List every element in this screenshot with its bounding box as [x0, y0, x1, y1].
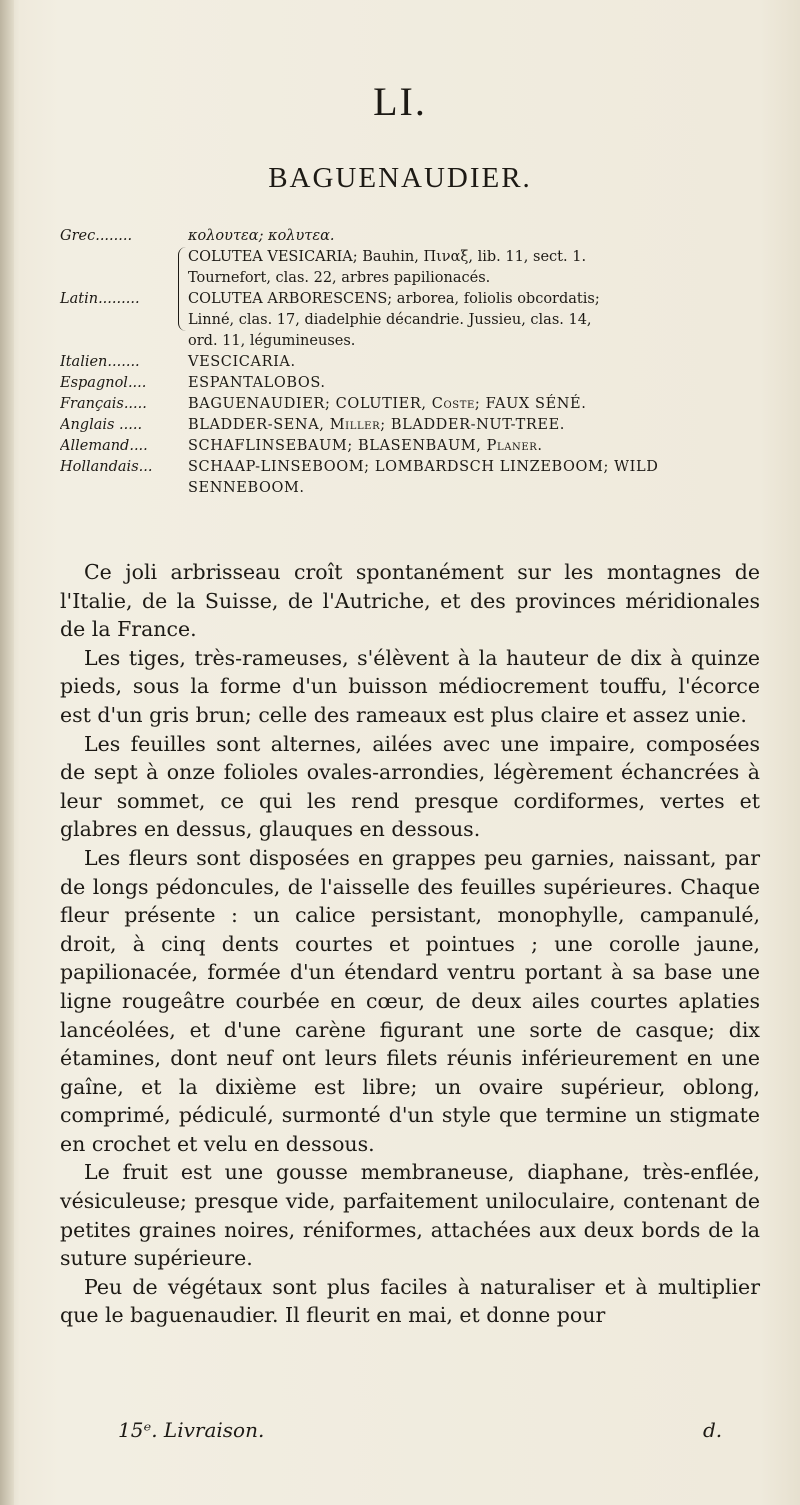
body-text [60, 558, 760, 1330]
synonyms-table [60, 226, 770, 499]
synonym-row-latin [60, 247, 770, 352]
gathering-mark: d. [703, 1418, 723, 1442]
synonym-value-espagnol: ESPANTALOBOS. [188, 375, 326, 391]
latin-line: COLUTEA VESICARIA; Bauhin, Πιναξ, lib. 11, sect. 1. [188, 249, 587, 265]
synonym-value-hollandais: SCHAAP-LINSEBOOM; LOMBARDSCH LINZEBOOM; WILD SENNEBOOM. [188, 459, 659, 496]
synonym-label-italien: Italien....... [60, 354, 140, 370]
paragraph: Ce joli arbrisseau croît spontanément sur les montagnes de l'Italie, de la Suisse, de l'Autriche, et des provinces méridionales de la France. [60, 560, 760, 642]
synonym-label-grec: Grec........ [60, 228, 133, 244]
synonym-value-latin [188, 247, 770, 352]
synonym-value-italien: VESCICARIA. [188, 354, 296, 370]
book-spine-edge [0, 0, 14, 1505]
synonym-value-francais: BAGUENAUDIER; COLUTIER, Coste; FAUX SÉNÉ. [188, 396, 587, 412]
synonym-row-italien [60, 352, 770, 373]
synonym-row-grec [60, 226, 770, 247]
chapter-number: LI. [373, 79, 427, 124]
signature-mark: 15ᵉ. Livraison. [118, 1418, 265, 1442]
paragraph: Peu de végétaux sont plus faciles à naturaliser et à multiplier que le baguenaudier. Il fleurit en mai, et donne pour [60, 1274, 760, 1328]
synonym-label-hollandais: Hollandais... [60, 459, 153, 475]
paragraph: Les fleurs sont disposées en grappes peu garnies, naissant, par de longs pédoncules, de l'aisselle des feuilles supérieures. Chaque fleur présente : un calice persistant, monophylle, campanulé, droit, à cinq dents courtes et pointues ; une corolle jaune, papilionacée, formée d'un étendard ventru portant à sa base une ligne rougeâtre courbée en cœur, de deux ailes courtes aplaties lancéolées, et d'une carène figurant une sorte de casque; dix étamines, dont neuf ont leurs filets réunis inférieurement en une gaîne, et la dixième est libre; un ovaire supérieur, oblong, comprimé, pédiculé, surmonté d'un style que termine un stigmate en crochet et velu en dessous. [60, 845, 760, 1156]
synonym-label-allemand: Allemand.... [60, 438, 148, 454]
latin-line: COLUTEA ARBORESCENS; arborea, foliolis obcordatis; [188, 291, 600, 307]
synonym-label-latin: Latin......... [60, 291, 140, 307]
synonym-row-hollandais [60, 457, 770, 499]
synonym-row-anglais [60, 415, 770, 436]
synonym-label-anglais: Anglais ..... [60, 417, 143, 433]
synonym-value-anglais: BLADDER-SENA, Miller; BLADDER-NUT-TREE. [188, 417, 565, 433]
latin-line: Linné, clas. 17, diadelphie décandrie. Jussieu, clas. 14, [188, 312, 592, 328]
paragraph: Les feuilles sont alternes, ailées avec une impaire, composées de sept à onze folioles ovales-arrondies, légèrement échancrées à leur sommet, ce qui les rend presque cordiformes, vertes et glabres en dessus, glauques en dessous. [60, 731, 760, 842]
synonym-row-espagnol [60, 373, 770, 394]
synonym-value-allemand: SCHAFLINSEBAUM; BLASENBAUM, Planer. [188, 438, 543, 454]
paragraph: Les tiges, très-rameuses, s'élèvent à la hauteur de dix à quinze pieds, sous la forme d'un buisson médiocrement touffu, l'écorce est d'un gris brun; celle des rameaux est plus claire et assez unie. [60, 645, 760, 727]
page-footer [118, 1418, 758, 1442]
synonym-row-francais [60, 394, 770, 415]
latin-line: ord. 11, légumineuses. [188, 333, 356, 349]
paragraph: Le fruit est une gousse membraneuse, diaphane, très-enflée, vésiculeuse; presque vide, parfaitement uniloculaire, contenant de petites graines noires, réniformes, attachées aux deux bords de la suture supérieure. [60, 1160, 760, 1271]
synonym-label-francais: Français..... [60, 396, 147, 412]
synonym-row-allemand [60, 436, 770, 457]
synonym-value-grec: κολουτεα; κολυτεα. [188, 228, 335, 244]
page-title: BAGUENAUDIER. [268, 162, 532, 194]
latin-line: Tournefort, clas. 22, arbres papilionacés. [188, 270, 491, 286]
brace-icon [178, 247, 187, 331]
synonym-label-espagnol: Espagnol.... [60, 375, 147, 391]
